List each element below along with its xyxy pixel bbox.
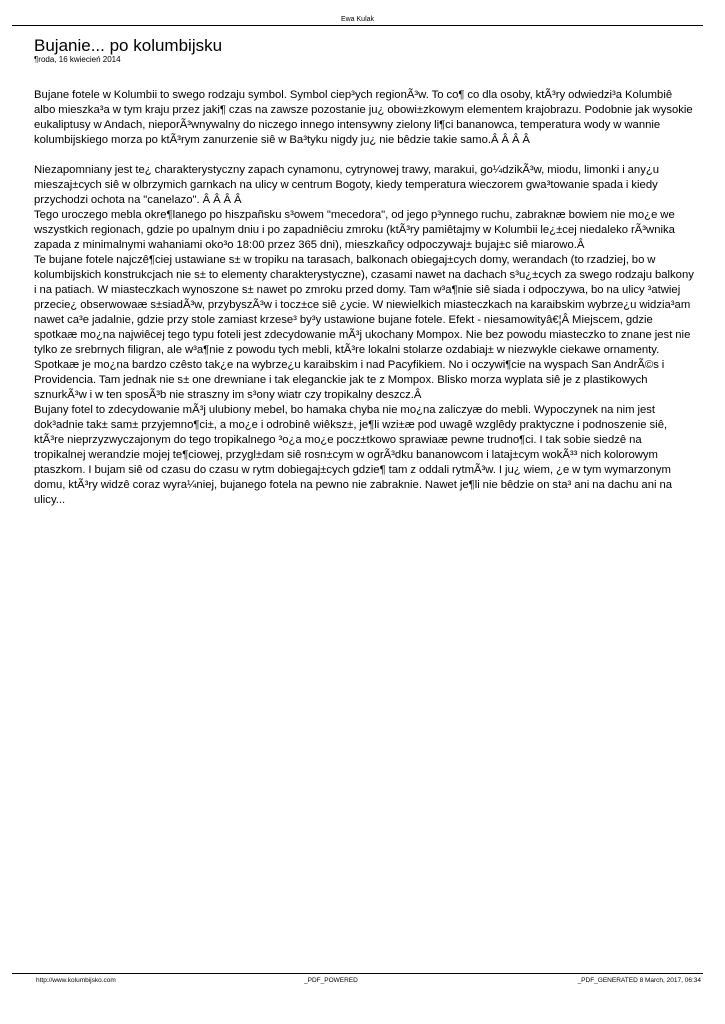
article-paragraph: Bujane fotele w Kolumbii to swego rodzaju symbol. Symbol ciep³ych regionÃ³w. To co¶ co dla osoby, ktÃ³ry odwiedzi³a Kolumbiê albo mieszka³a w tym kraju przez jaki¶ czas na zawsze pozostanie ju¿ obowi±zkowym elementem krajobrazu. Podobnie jak wysokie eukaliptusy w Andach, nieporÃ³wnywalny do niczego innego intensywny zielony li¶ci bananowca, temperatura wody w wannie kolumbijskiego morza po ktÃ³rym zanurzenie siê w Ba³tyku nigdy ju¿ nie bêdzie takie samo.Â Â Â Â	[34, 89, 693, 146]
article-title: Bujanie... po kolumbijsku	[34, 36, 223, 55]
article-paragraph: Tego uroczego mebla okre¶lanego po hiszpañsku s³owem "mecedora", od jego p³ynnego ruchu, zabraknæ bowiem nie mo¿e we wszystkich regionach, gdzie po upalnym dniu i po zapadniêciu zmroku (ktÃ³ry pamiêtajmy w Kolumbii le¿±cej niedaleko rÃ³wnika zapada z minimalnymi wahaniami oko³o 18:00 przez 365 dni), mieszkañcy odpoczywaj± bujaj±c siê miarowo.Â	[34, 209, 675, 251]
page-header	[12, 14, 703, 26]
footer-url: http://www.kolumbijsko.com	[36, 977, 116, 984]
page-footer	[12, 973, 703, 986]
article-date: ¶roda, 16 kwiecień 2014	[34, 55, 121, 64]
footer-powered: _PDF_POWERED	[304, 977, 358, 984]
article-paragraph: Te bujane fotele najczê¶ciej ustawiane s± w tropiku na tarasach, balkonach obiegaj±cych domy, werandach (to rzadziej, bo w kolumbijskich konstrukcjach nie s± to elementy charakterystyczne), czasami nawet na dachach s³u¿±cych za swego rodzaju balkony i na patiach. W miasteczkach wynoszone s± nawet po zmroku przed domy. Tam w³a¶nie siê siada i odpoczywa, bo na ulicy ³atwiej przecie¿ obserwowaæ s±siadÃ³w, przybyszÃ³w i tocz±ce siê ¿ycie. W niewielkich miasteczkach na karaibskim wybrze¿u widzia³am nawet ca³e jadalnie, gdzie przy stole zamiast krzese³ by³y ustawione bujane fotele. Efekt - niesamowityâ€¦Â Miejscem, gdzie spotkaæ mo¿na najwiêcej tego typu foteli jest zdecydowanie mÃ³j ukochany Mompox. Nie bez powodu miasteczko to znane jest nie tylko ze srebrnych filigran, ale w³a¶nie z powodu tych mebli, ktÃ³re lokalni stolarze ozdabiaj± w niezwykle ciekawe ornamenty. Spotkaæ je mo¿na bardzo czêsto tak¿e na wybrze¿u karaibskim i nad Pacyfikiem. No i oczywi¶cie na wyspach San AndrÃ©s i Providencia. Tam jednak nie s± one drewniane i tak eleganckie jak te z Mompox. Blisko morza wyplata siê je z plastikowych sznurkÃ³w i w ten sposÃ³b nie straszny im s³ony wiatr czy tropikalny deszcz.Â	[34, 254, 694, 401]
header-author: Ewa Kulak	[340, 16, 375, 23]
article-body	[34, 88, 694, 508]
footer-generated: _PDF_GENERATED 8 March, 2017, 06:34	[577, 977, 701, 984]
article-paragraph: Niezapomniany jest te¿ charakterystyczny zapach cynamonu, cytrynowej trawy, marakui, go¼dzikÃ³w, miodu, limonki i any¿u mieszaj±cych siê w olbrzymich garnkach na ulicy w centrum Bogoty, kiedy temperatura wieczorem gwa³towanie spada i kiedy przychodzi ochota na "canelazo". Â Â Â Â	[34, 164, 660, 206]
article-paragraph: Bujany fotel to zdecydowanie mÃ³j ulubiony mebel, bo hamaka chyba nie mo¿na zaliczyæ do mebli. Wypoczynek na nim jest dok³adnie tak± sam± przyjemno¶ci±, a mo¿e i odrobinê wiêksz±, je¶li wzi±æ pod uwagê wzglêdy praktyczne i podnoszenie siê, ktÃ³re nieprzyzwyczajonym do tego tropikalnego ³o¿a mo¿e pocz±tkowo sprawiaæ pewne trudno¶ci. I tak sobie siedzê na tropikalnej werandzie mojej te¶ciowej, przygl±dam siê rosn±cym w ogrÃ³dku bananowcom i lataj±cym wokÃ³³ nich kolorowym ptaszkom. I bujam siê od czasu do czasu w rytm dobiegaj±cych gdzie¶ tam z oddali rytmÃ³w. I ju¿ wiem, ¿e w tym wymarzonym domu, ktÃ³ry widzê coraz wyra¼niej, bujanego fotela na pewno nie zabraknie. Nawet je¶li nie bêdzie on sta³ ani na dachu ani na ulicy...	[34, 404, 673, 506]
